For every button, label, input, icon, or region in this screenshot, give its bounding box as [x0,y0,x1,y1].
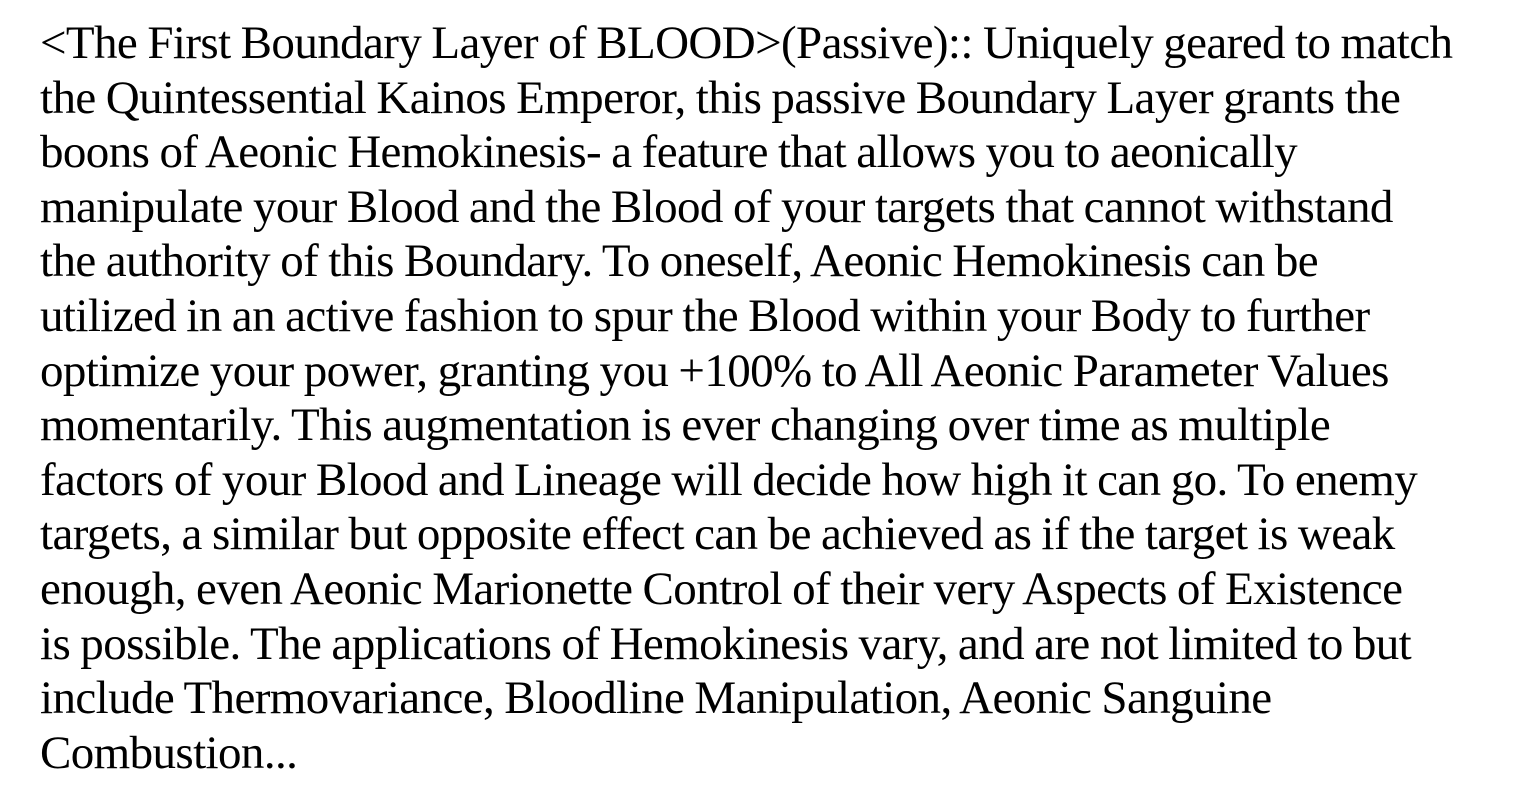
text-line: utilized in an active fashion to spur the Blood within your Body to further [40,289,1370,342]
text-line: the Quintessential Kainos Emperor, this passive Boundary Layer grants the [40,71,1401,124]
text-line: the authority of this Boundary. To oneself, Aeonic Hemokinesis can be [40,235,1319,288]
text-line: Combustion... [40,726,298,779]
text-line: boons of Aeonic Hemokinesis- a feature that allows you to aeonically [40,126,1298,179]
text-line: targets, a similar but opposite effect can be achieved as if the target is weak [40,508,1395,561]
text-line: enough, even Aeonic Marionette Control of their very Aspects of Existence [40,562,1403,615]
text-line: <The First Boundary Layer of BLOOD>(Passive):: Uniquely geared to match [40,17,1453,69]
text-line: manipulate your Blood and the Blood of your targets that cannot withstand [40,180,1393,233]
ability-description [40,16,1500,780]
text-line: optimize your power, granting you +100% to All Aeonic Parameter Values [40,344,1389,397]
text-line: is possible. The applications of Hemokinesis vary, and are not limited to but [40,617,1412,670]
text-line: include Thermovariance, Bloodline Manipulation, Aeonic Sanguine [40,672,1272,725]
text-line: factors of your Blood and Lineage will decide how high it can go. To enemy [40,453,1418,506]
text-line: momentarily. This augmentation is ever changing over time as multiple [40,399,1331,452]
